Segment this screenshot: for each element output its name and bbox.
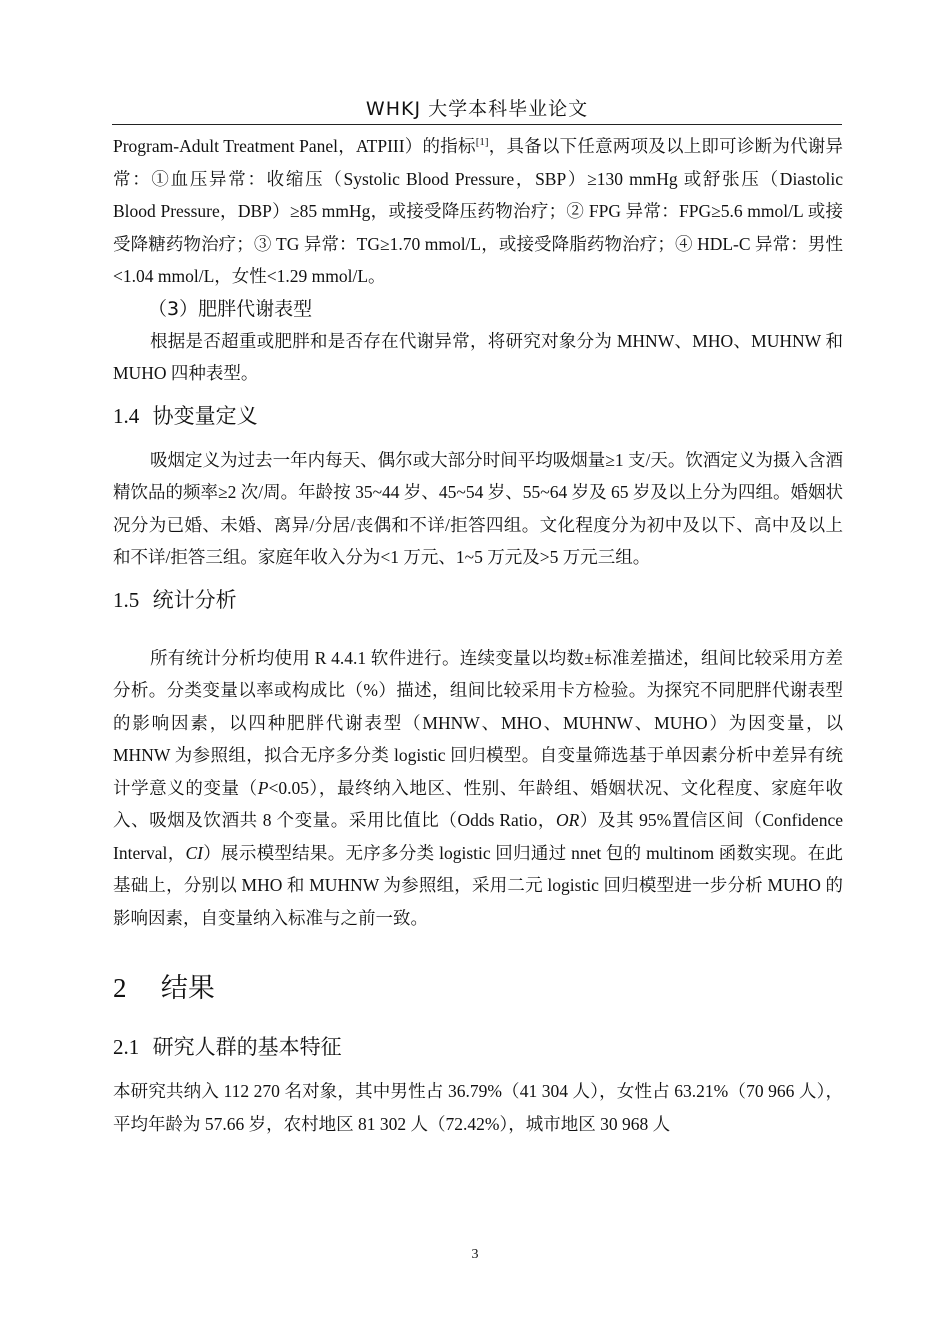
chapter-title: 结果 (160, 973, 215, 1004)
paragraph-covariates: 吸烟定义为过去一年内每天、偶尔或大部分时间平均吸烟量≥1 支/天。饮酒定义为摄入含酒精饮品的频率≥2 次/周。年龄按 35~44 岁、45~54 岁、55~64 岁及 65 岁及以上分为四组。婚姻状况分为已婚、未婚、离异/分居/丧偶和不详/拒答四组。文化程度分为初中及以下、高中及以上和不详/拒答三组。家庭年收入分为<1 万元、1~5 万元及>5 万元三组。 (113, 449, 843, 567)
chapter-number: 2 (113, 973, 127, 1003)
criteria-text-rest: ，具备以下任意两项及以上即可诊断为代谢异常：①血压异常：收缩压（Systolic Blood Pressure，SBP）≥130 mmHg 或舒张压（Diastolic Blood Pressure，DBP）≥85 mmHg，或接受降压药物治疗；② FPG 异常：FPG≥5.6 mmol/L 或接受降糖药物治疗；③ TG 异常：TG≥1.70 mmol/L，或接受降脂药物治疗；④ HDL-C 异常：男性<1.04 mmol/L，女性<1.29 mmol/L。 (113, 136, 843, 286)
stats-text-d: ）展示模型结果。无序多分类 logistic 回归通过 nnet 包的 multinom 函数实现。在此基础上，分别以 MHO 和 MUHNW 为参照组，采用二元 logistic 回归模型进一步分析 MUHO 的影响因素，自变量纳入标准与之前一致。 (113, 842, 843, 928)
section-title: 协变量定义 (152, 403, 258, 428)
running-header: WHKJ 大学本科毕业论文 (365, 98, 589, 120)
header-rule (112, 124, 842, 125)
section-number: 2.1 (113, 1035, 140, 1059)
page-number: 3 (471, 1247, 479, 1262)
section-heading-1-4 (113, 400, 843, 430)
criteria-text-start: Program-Adult Treatment Panel，ATPIII）的指标 (113, 136, 476, 156)
page-body (113, 132, 843, 1140)
section-title: 统计分析 (152, 587, 237, 612)
stats-text-c: ）及其 95%置信区间（Confidence Interval， (113, 810, 843, 863)
chapter-heading-2 (113, 966, 843, 1005)
p-value-symbol: P (257, 777, 269, 798)
paragraph-phenotype-groups: 根据是否超重或肥胖和是否存在代谢异常，将研究对象分为 MHNW、MHO、MUHNW 和 MUHO 四种表型。 (113, 330, 843, 383)
paragraph-population: 本研究共纳入 112 270 名对象，其中男性占 36.79%（41 304 人），女性占 63.21%（70 966 人），平均年龄为 57.66 岁，农村地区 81 302 人（72.42%），城市地区 30 968 人 (113, 1081, 843, 1134)
section-title: 研究人群的基本特征 (152, 1035, 342, 1059)
section-number: 1.5 (113, 587, 140, 612)
section-heading-2-1 (113, 1031, 843, 1061)
paragraph-statistics (113, 642, 843, 935)
or-symbol: OR (555, 810, 580, 830)
paragraph-metabolic-criteria (113, 130, 843, 293)
section-number: 1.4 (113, 403, 140, 428)
subheading-obesity-phenotype: （3）肥胖代谢表型 (148, 297, 313, 320)
ci-symbol: CI (185, 842, 203, 863)
section-heading-1-5 (113, 584, 843, 614)
citation-ref: [1] (475, 136, 489, 149)
stats-text-a: 所有统计分析均使用 R 4.4.1 软件进行。连续变量以均数±标准差描述，组间比较采用方差分析。分类变量以率或构成比（%）描述，组间比较采用卡方检验。为探究不同肥胖代谢表型的影响因素，以四种肥胖代谢表型（MHNW、MHO、MUHNW、MUHO）为因变量，以 MHNW 为参照组，拟合无序多分类 logistic 回归模型。自变量筛选基于单因素分析中差异有统计学意义的变量（ (113, 647, 843, 798)
stats-text-b: <0.05），最终纳入地区、性别、年龄组、婚姻状况、文化程度、家庭年收入、吸烟及饮酒共 8 个变量。采用比值比（Odds Ratio， (113, 777, 843, 830)
